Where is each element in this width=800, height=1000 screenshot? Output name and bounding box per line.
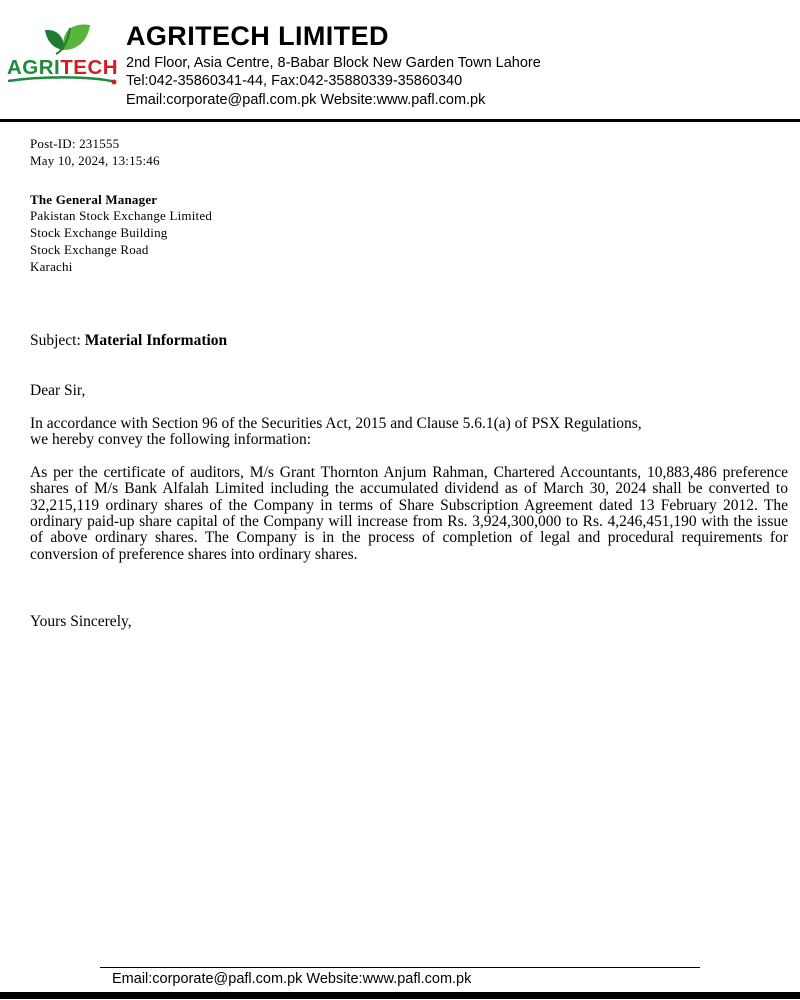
recipient-line-3: Stock Exchange Road (30, 242, 149, 258)
recipient-block (30, 192, 788, 276)
footer-divider (100, 967, 700, 968)
recipient-line-2: Stock Exchange Building (30, 225, 168, 241)
recipient-line-1: Pakistan Stock Exchange Limited (30, 208, 213, 224)
letterhead (0, 0, 800, 119)
logo-dot (112, 80, 117, 85)
intro-line-1: In accordance with Section 96 of the Securities Act, 2015 and Clause 5.6.1(a) of PSX Regulations, (30, 414, 642, 432)
recipient-title: The General Manager (30, 191, 158, 207)
leaf-icon (45, 30, 64, 50)
subject-label: Subject: (30, 331, 81, 349)
logo-tech-text: TECH (60, 56, 118, 79)
letterhead-text (126, 20, 541, 109)
company-phone-fax: Tel:042-35860341-44, Fax:042-35880339-35860340 (126, 73, 463, 90)
letter-content (0, 122, 800, 632)
meta-block (30, 136, 788, 170)
intro-line-2: we hereby convey the following information: (30, 431, 312, 449)
company-email-website: Email:corporate@pafl.com.pk Website:www.pafl.com.pk (126, 91, 486, 108)
closing-line: Yours Sincerely, (30, 613, 132, 631)
subject-line (30, 332, 788, 350)
footer-bottom-bar (0, 992, 800, 999)
logo-wordmark (7, 56, 118, 79)
subject-text: Material Information (84, 331, 228, 349)
recipient-line-4: Karachi (30, 259, 73, 275)
logo-agri-text: AGRI (7, 56, 61, 79)
intro-paragraph (30, 416, 788, 449)
logo-underline-swoosh (8, 77, 116, 82)
agritech-logo-icon (6, 20, 118, 90)
post-id: Post-ID: 231555 (30, 135, 120, 151)
company-logo (6, 20, 118, 95)
footer-contact: Email:corporate@pafl.com.pk Website:www.pafl.com.pk (112, 971, 472, 987)
datetime: May 10, 2024, 13:15:46 (30, 152, 160, 168)
company-address: 2nd Floor, Asia Centre, 8-Babar Block New Garden Town Lahore (126, 55, 541, 72)
company-name: AGRITECH LIMITED (126, 21, 389, 51)
salutation: Dear Sir, (30, 381, 86, 399)
main-paragraph: As per the certificate of auditors, M/s Grant Thornton Anjum Rahman, Chartered Accountants, 10,883,486 preference shares of M/s Bank Alfalah Limited including the accumulated dividend as of March 30, 2024 shall be converted to 32,215,119 ordinary shares of the Company in terms of Share Subscription Agreement dated 13 February 2012. The ordinary paid-up share capital of the Company will increase from Rs. 3,924,300,000 to Rs. 4,246,451,190 with the issue of above ordinary shares. The Company is in the process of completion of legal and procedural requirements for conversion of preference shares into ordinary shares. (30, 463, 788, 563)
